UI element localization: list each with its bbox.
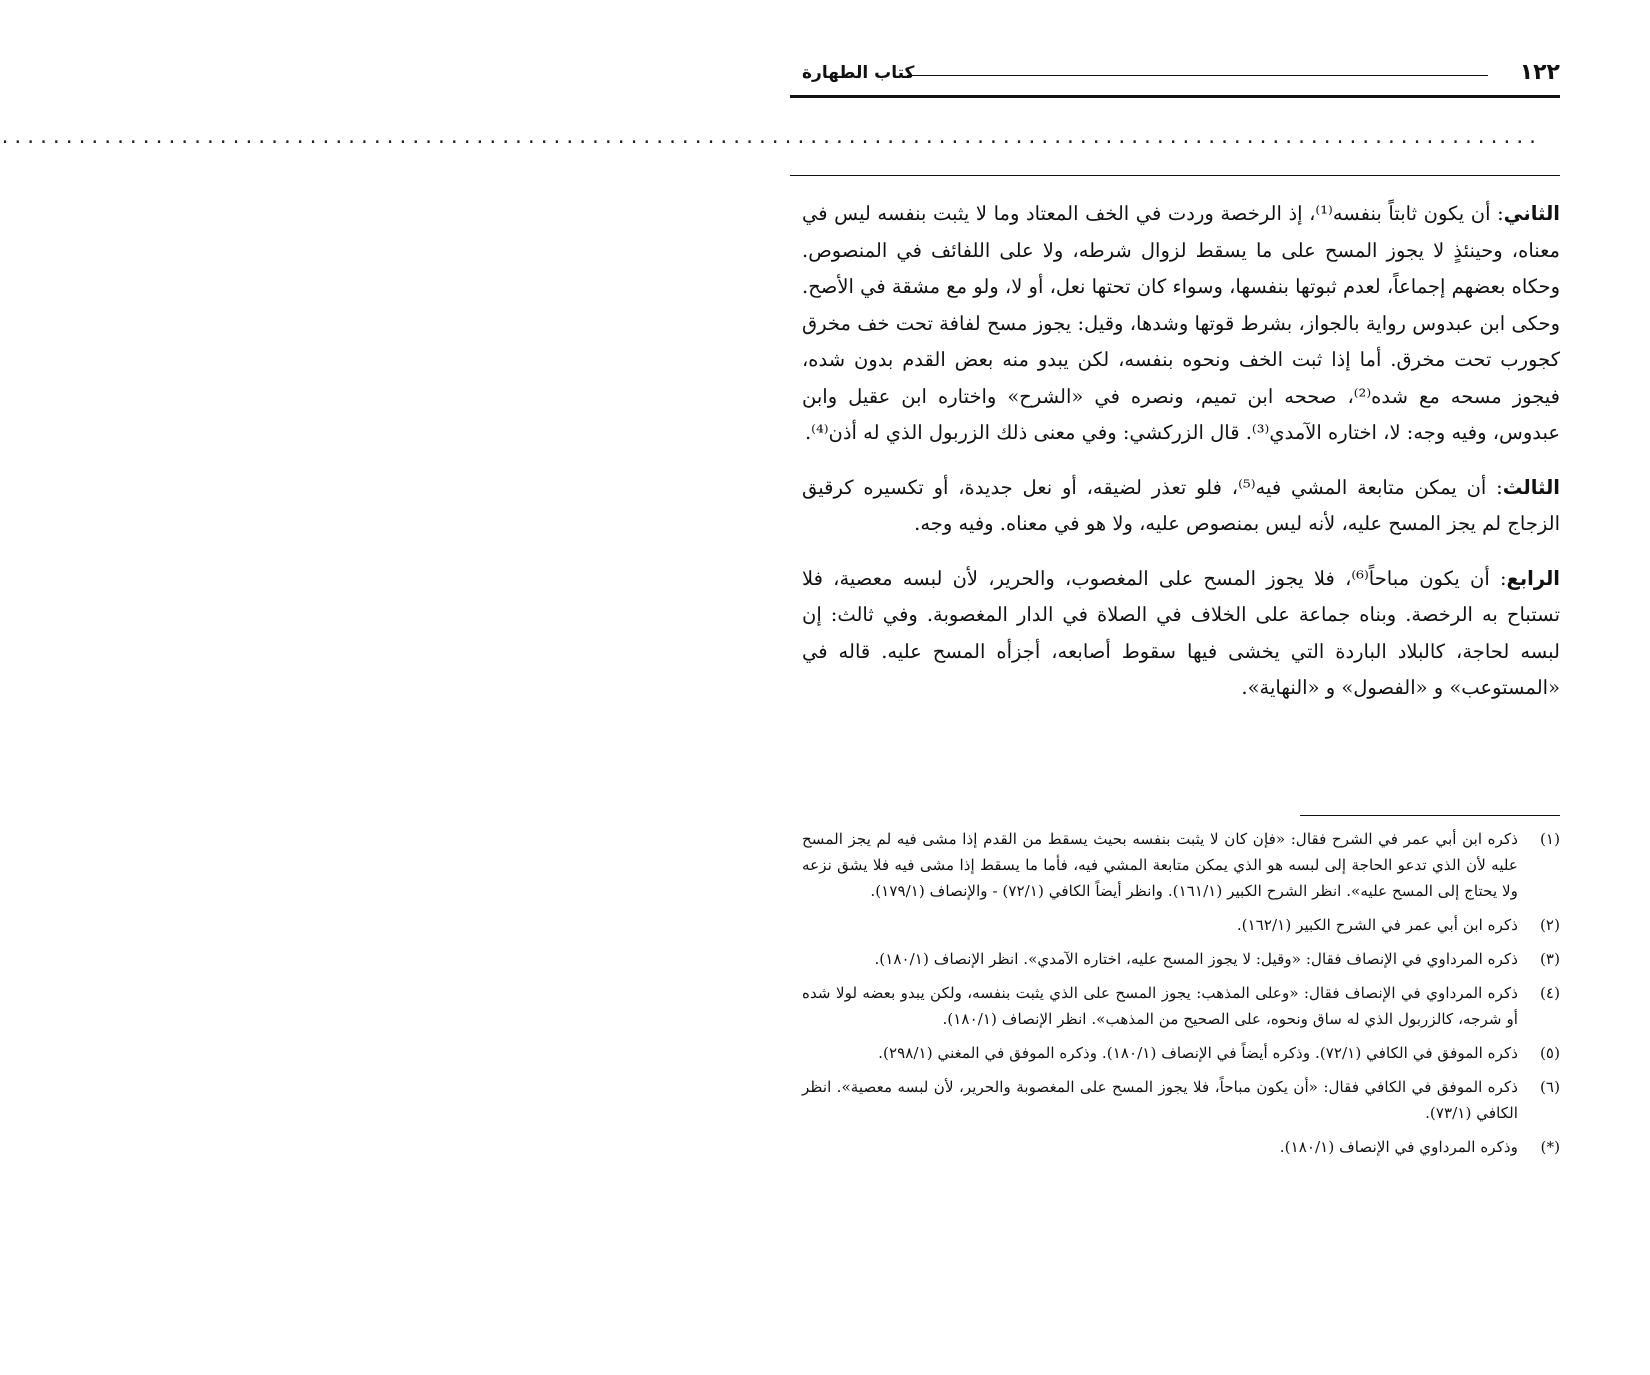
header-line bbox=[907, 75, 1488, 76]
footnotes bbox=[802, 826, 1560, 1168]
footnote-number: (٥) bbox=[1539, 1044, 1560, 1062]
footnote-number: (٦) bbox=[1539, 1078, 1560, 1096]
footnote-text: ذكره المرداوي في الإنصاف فقال: «وعلى المذهب: يجوز المسح على الذي يثبت بنفسه، ولكن يبدو بعضه لولا شده أو شرجه، كالزربول الذي له ساق ونحوه، على الصحيح من المذهب». انظر الإنصاف (١٨٠/١). bbox=[802, 984, 1518, 1028]
footnote-text: ذكره المرداوي في الإنصاف فقال: «وقيل: لا يجوز المسح عليه، اختاره الآمدي». انظر الإنصاف (١٨٠/١). bbox=[874, 950, 1518, 968]
footnote-text: ذكره ابن أبي عمر في الشرح فقال: «فإن كان لا يثبت بنفسه بحيث يسقط من القدم إذا مشى فيه لم يجز المسح عليه لأن الذي تدعو الحاجة إلى لبسه هو الذي يمكن متابعة المشي فيه، فأما ما يسقط إذا مشى فيه فلا يشق نزعه ولا يحتاج إلى المسح عليه». انظر الشرح الكبير (١٦١/١). وانظر أيضاً الكافي (٧٢/١) - والإنصاف (١٧٩/١). bbox=[802, 830, 1518, 900]
footnote-text: وذكره المرداوي في الإنصاف (١٨٠/١). bbox=[1279, 1138, 1518, 1156]
footnote bbox=[802, 826, 1560, 904]
header-rule bbox=[790, 95, 1560, 98]
footnote-number: (١) bbox=[1539, 830, 1560, 848]
main-text bbox=[802, 196, 1560, 725]
separator-dots: ........................................................................................................................ bbox=[0, 127, 1540, 148]
footnote bbox=[802, 980, 1560, 1032]
page-number: ١٢٢ bbox=[1519, 60, 1560, 85]
footnote bbox=[802, 1134, 1560, 1160]
paragraph-second bbox=[802, 196, 1560, 452]
footnote bbox=[802, 1074, 1560, 1126]
footnote-text: ذكره الموفق في الكافي (٧٢/١). وذكره أيضاً في الإنصاف (١٨٠/١). وذكره الموفق في المغني (٢٩٨/١). bbox=[878, 1044, 1518, 1062]
footnote-text: ذكره ابن أبي عمر في الشرح الكبير (١٦٢/١). bbox=[1236, 916, 1518, 934]
footnote-number: (*) bbox=[1540, 1138, 1560, 1156]
page-header bbox=[802, 58, 1560, 92]
paragraph-term: الرابع bbox=[1506, 566, 1560, 590]
footnote bbox=[802, 1040, 1560, 1066]
body-rule bbox=[790, 175, 1560, 176]
paragraph-fourth bbox=[802, 561, 1560, 707]
book-title: كتاب الطهارة bbox=[802, 63, 915, 83]
footnote-number: (٤) bbox=[1539, 984, 1560, 1002]
paragraph-text: : أن يكون مباحاً⁽⁶⁾، فلا يجوز المسح على المغصوب، والحرير، لأن لبسه معصية، فلا تستباح به الرخصة. وبناه جماعة على الخلاف في الصلاة في الدار المغصوبة. وفي ثالث: إن لبسه لحاجة، كالبلاد الباردة التي يخشى فيها سقوط أصابعه، أجزأه المسح عليه. قاله في «المستوعب» و «الفصول» و «النهاية». bbox=[802, 566, 1560, 699]
footnote-number: (٢) bbox=[1539, 916, 1560, 934]
footnote-text: ذكره الموفق في الكافي فقال: «أن يكون مباحاً، فلا يجوز المسح على المغصوبة والحرير، لأن لبسه معصية». انظر الكافي (٧٣/١). bbox=[802, 1078, 1518, 1122]
paragraph-third bbox=[802, 470, 1560, 543]
paragraph-term: الثاني bbox=[1503, 202, 1560, 225]
footnote-rule bbox=[1300, 815, 1560, 816]
paragraph-text: : أن يمكن متابعة المشي فيه⁽⁵⁾، فلو تعذر لضيقه، أو نعل جديدة، أو تكسيره كرقيق الزجاج لم يجز المسح عليه، لأنه ليس بمنصوص عليه، ولا هو في معناه. وفيه وجه. bbox=[802, 475, 1560, 535]
footnote-number: (٣) bbox=[1539, 950, 1560, 968]
footnote bbox=[802, 946, 1560, 972]
footnote bbox=[802, 912, 1560, 938]
paragraph-text: : أن يكون ثابتاً بنفسه⁽¹⁾، إذ الرخصة وردت في الخف المعتاد وما لا يثبت بنفسه ليس في معناه، وحينئذٍ لا يجوز المسح على ما يسقط لزوال شرطه، ولا على اللفائف في المنصوص. وحكاه بعضهم إجماعاً، لعدم ثبوتها بنفسها، وسواء كان تحتها نعل، أو لا، ولو مع مشقة في الأصح. وحكى ابن عبدوس رواية بالجواز، بشرط قوتها وشدها، وقيل: يجوز مسح لفافة تحت خف مخرق كجورب تحت مخرق. أما إذا ثبت الخف ونحوه بنفسه، لكن يبدو منه بعض القدم بدون شده، فيجوز مسحه مع شده⁽²⁾، صححه ابن تميم، ونصره في «الشرح» واختاره ابن عقيل وابن عبدوس، وفيه وجه: لا، اختاره الآمدي⁽³⁾. قال الزركشي: وفي معنى ذلك الزربول الذي له أذن⁽⁴⁾. bbox=[802, 202, 1560, 444]
paragraph-term: الثالث bbox=[1502, 475, 1560, 499]
